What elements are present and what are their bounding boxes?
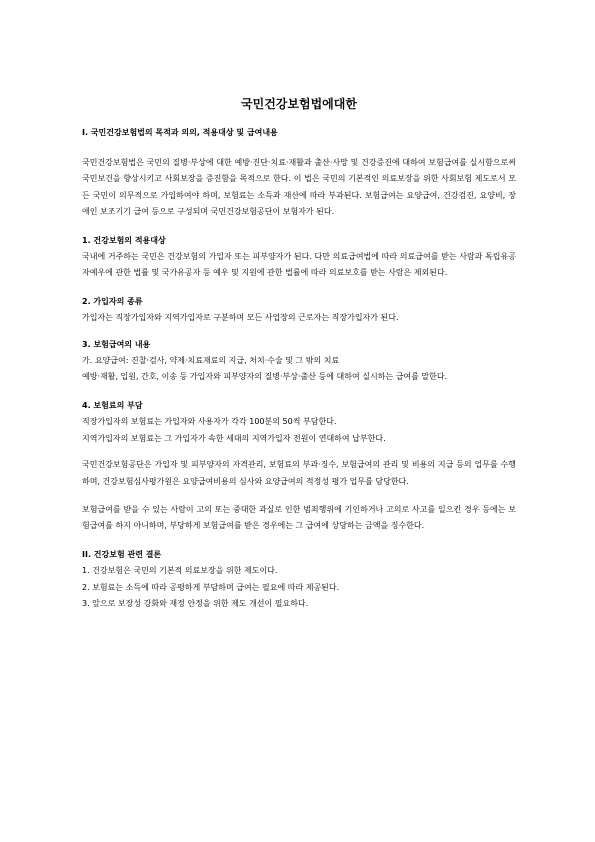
section-premium	[82, 398, 516, 447]
closing-line: 2. 보험료는 소득에 따라 공평하게 부담하며 급여는 필요에 따라 제공된다.	[82, 582, 340, 592]
section-heading: 2. 가입자의 종류	[82, 296, 143, 306]
section-line: 지역가입자의 보험료는 그 가입자가 속한 세대의 지역가입자 전원이 연대하여 납부한다.	[82, 433, 386, 443]
section-heading: 3. 보험급여의 내용	[82, 339, 151, 349]
section-heading: 1. 건강보험의 적용대상	[82, 235, 166, 245]
closing-line: 1. 건강보험은 국민의 기본적 의료보장을 위한 제도이다.	[82, 566, 278, 576]
intro-paragraph: 국민건강보험법은 국민의 질병·부상에 대한 예방·진단·치료·재활과 출산·사망 및 건강증진에 대하여 보험급여를 실시함으로써 국민보건을 향상시키고 사회보장을 증진함을 목적으로 한다. 이 법은 국민의 기본적인 의료보장을 위한 사회보험 제도로서 모든 국민이 의무적으로 가입하여야 하며, 보험료는 소득과 재산에 따라 부과된다. 보험급여는 요양급여, 건강검진, 요양비, 장애인 보조기기 급여 등으로 구성되며 국민건강보험공단이 보험자가 된다.	[82, 158, 516, 217]
closing-line: 3. 앞으로 보장성 강화와 재정 안정을 위한 제도 개선이 필요하다.	[82, 598, 309, 608]
paragraph-agency: 국민건강보험공단은 가입자 및 피부양자의 자격관리, 보험료의 부과·징수, 보험급여의 관리 및 비용의 지급 등의 업무를 수행하며, 건강보험심사평가원은 요양급여비용의 심사와 요양급여의 적정성 평가 업무를 담당한다.	[82, 460, 516, 486]
section-line: 가. 요양급여: 진찰·검사, 약제·치료재료의 지급, 처치·수술 및 그 밖의 치료	[82, 356, 340, 366]
document-title: 국민건강보험법에대한	[241, 97, 357, 111]
paragraph-restriction: 보험급여를 받을 수 있는 사람이 고의 또는 중대한 과실로 인한 범죄행위에 기인하거나 고의로 사고를 일으킨 경우 등에는 보험급여를 하지 아니하며, 부당하게 보험급여를 받은 경우에는 그 급여에 상당하는 금액을 징수한다.	[82, 504, 516, 531]
section-heading: 4. 보험료의 부담	[82, 400, 143, 410]
closing-heading: II. 건강보험 관련 결론	[82, 549, 162, 559]
document-subtitle: I. 국민건강보험법의 목적과 의의, 적용대상 및 급여내용	[82, 128, 278, 137]
section-paragraph: 예방·재활, 입원, 간호, 이송 등 가입자와 피부양자의 질병·부상·출산 등에 대하여 실시하는 급여를 말한다.	[82, 372, 448, 382]
section-subscribers	[82, 294, 516, 327]
section-line: 가입자는 직장가입자와 지역가입자로 구분하며 모든 사업장의 근로자는 직장가입자가 된다.	[82, 313, 399, 323]
section-closing	[82, 547, 516, 613]
section-line: 직장가입자의 보험료는 가입자와 사용자가 각각 100분의 50씩 부담한다.	[82, 417, 337, 427]
section-coverage	[82, 233, 516, 282]
section-benefits	[82, 337, 516, 386]
document-body	[82, 96, 516, 622]
section-paragraph: 국내에 거주하는 국민은 건강보험의 가입자 또는 피부양자가 된다. 다만 의료급여법에 따라 의료급여를 받는 사람과 독립유공자예우에 관한 법률 및 국가유공자 등 예우 및 지원에 관한 법률에 따라 의료보호를 받는 사람은 제외된다.	[82, 252, 516, 278]
